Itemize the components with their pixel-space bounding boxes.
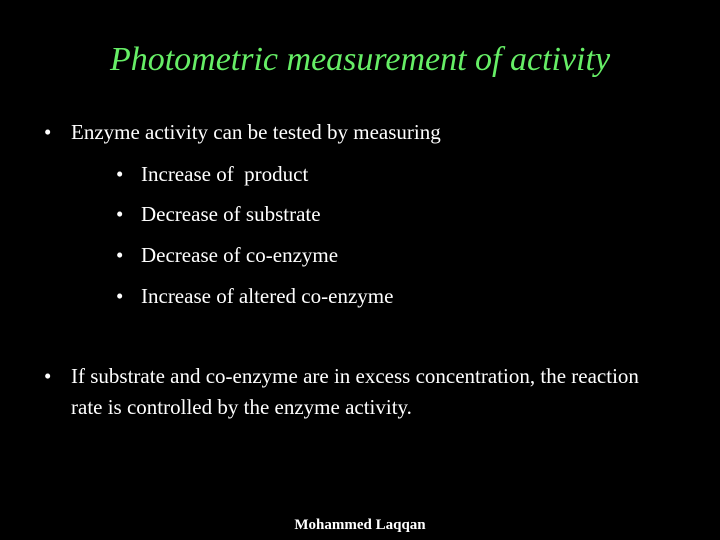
sub-bullet-item [116,199,321,229]
sub-bullet-text: Decrease of co-enzyme [141,243,339,267]
bullet-item [44,117,441,147]
bullet-dot-icon: • [44,364,52,388]
bullet-dot-icon: • [116,243,124,267]
bullet-text: Enzyme activity can be tested by measuring [71,120,441,144]
sub-bullet-item [116,159,308,189]
slide-title: Photometric measurement of activity [109,41,611,78]
sub-bullet-item [116,240,338,270]
slide-footer-author: Mohammed Laqqan [294,517,426,533]
sub-bullet-item [116,281,393,311]
bullet-item [44,361,671,423]
sub-bullet-text: Increase of altered co-enzyme [141,284,394,308]
bullet-dot-icon: • [116,202,124,226]
bullet-text: If substrate and co-enzyme are in excess concentration, the reaction rate is controlled by the enzyme activity. [71,364,639,419]
bullet-dot-icon: • [116,284,124,308]
sub-bullet-text: Increase of product [141,162,309,186]
sub-bullet-text: Decrease of substrate [141,202,321,226]
bullet-dot-icon: • [116,162,124,186]
bullet-dot-icon: • [44,120,52,144]
